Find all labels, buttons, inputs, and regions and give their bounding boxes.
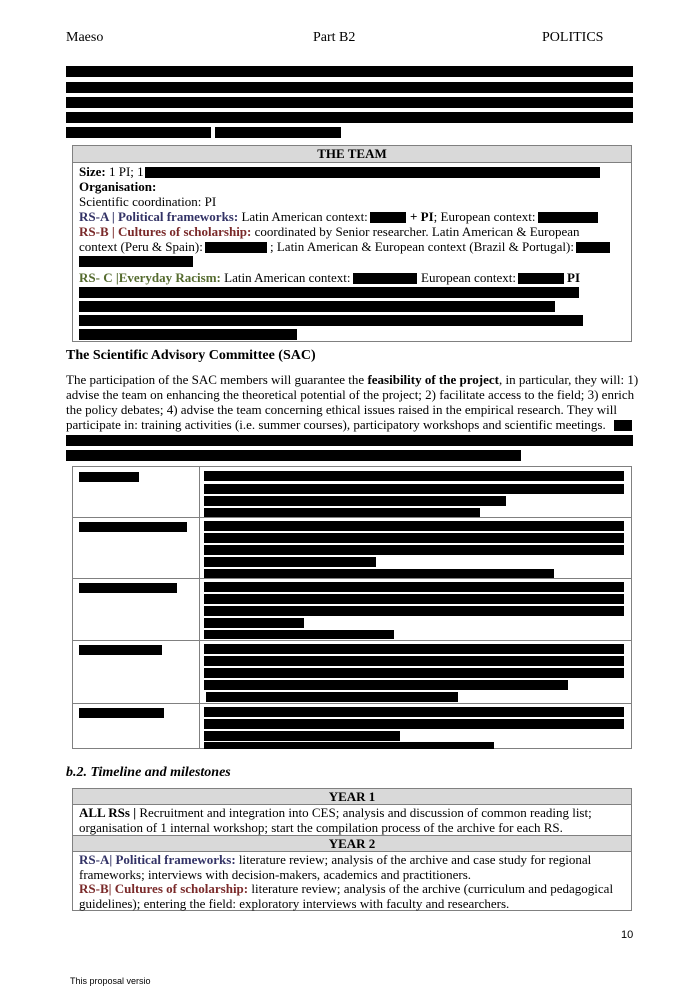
rsb-text1: coordinated by Senior researcher. Latin American & European bbox=[254, 224, 580, 239]
redaction-bar bbox=[204, 569, 554, 578]
rsa-pi: + PI bbox=[410, 209, 434, 224]
sac-line-2: advise the team on enhancing the theoretical potential of the project; 2) facilitate access to the field; 3) enrich bbox=[66, 387, 635, 402]
rsa-timeline-line-2: frameworks; interviews with decision-makers, academics and practitioners. bbox=[79, 867, 472, 882]
table-divider bbox=[73, 578, 631, 579]
redaction-bar bbox=[204, 471, 624, 481]
redaction-bar bbox=[79, 301, 555, 312]
rsb-label: RS-B | Cultures of scholarship: bbox=[79, 224, 252, 239]
page-number: 10 bbox=[621, 929, 634, 941]
redaction-bar bbox=[204, 707, 624, 717]
rsb-line2: context (Peru & Spain): bbox=[79, 239, 203, 254]
redaction-bar bbox=[79, 287, 579, 298]
redaction-bar bbox=[79, 256, 193, 267]
redaction-bar bbox=[66, 112, 633, 123]
rsa-timeline-label: RS-A| Political frameworks: bbox=[79, 852, 236, 867]
rsb-timeline-line-1 bbox=[79, 881, 625, 896]
rsc-label: RS- C |Everyday Racism: bbox=[79, 270, 221, 285]
rsb-timeline-entry bbox=[79, 881, 625, 911]
header-right: POLITICS bbox=[542, 30, 604, 45]
all-rss-line-2: organisation of 1 internal workshop; start the compilation process of the archive for each RS. bbox=[79, 820, 563, 835]
rsc-pi: PI bbox=[567, 270, 580, 285]
redaction-bar bbox=[204, 582, 624, 592]
redaction-bar bbox=[79, 315, 583, 326]
redaction-bar bbox=[204, 618, 304, 628]
redaction-bar bbox=[204, 484, 624, 494]
rsa-line bbox=[79, 209, 368, 224]
redaction-bar bbox=[614, 420, 632, 431]
team-box bbox=[72, 145, 632, 342]
sac-paragraph bbox=[66, 372, 639, 432]
redaction-bar bbox=[66, 66, 633, 77]
size-value: 1 PI; 1 bbox=[108, 164, 144, 179]
redaction-bar bbox=[353, 273, 417, 284]
table-divider bbox=[199, 467, 200, 748]
sac-line-3: the policy debates; 4) advise the team concerning ethical issues raised in the empirical research. They will bbox=[66, 402, 617, 417]
redaction-bar bbox=[205, 242, 267, 253]
redaction-bar bbox=[204, 731, 400, 741]
rsb-line3: ; Latin American & European context (Brazil & Portugal): bbox=[270, 239, 574, 254]
header-center: Part B2 bbox=[313, 30, 356, 45]
redaction-bar bbox=[204, 606, 624, 616]
rsa-timeline-text1: literature review; analysis of the archive and case study for regional bbox=[235, 852, 592, 867]
rsb-timeline-label: RS-B| Cultures of scholarship: bbox=[79, 881, 249, 896]
redaction-bar bbox=[66, 435, 633, 446]
rsa-text2: ; European context: bbox=[433, 209, 536, 224]
redaction-bar bbox=[79, 472, 139, 482]
year-1-header: YEAR 1 bbox=[73, 789, 631, 805]
redaction-bar bbox=[370, 212, 406, 223]
rsb-timeline-line-2: guidelines); entering the field: exploratory interviews with faculty and researchers. bbox=[79, 896, 510, 911]
rsa-timeline-entry bbox=[79, 852, 625, 882]
redaction-bar bbox=[206, 692, 458, 702]
redaction-bar bbox=[204, 594, 624, 604]
sac-line-4: participate in: training activities (i.e. summer courses), participatory workshops and scientific meetings. bbox=[66, 417, 606, 432]
timeline-table bbox=[72, 788, 632, 911]
redaction-bar bbox=[204, 630, 394, 639]
footer-note: This proposal versio bbox=[70, 976, 151, 986]
redaction-bar bbox=[204, 508, 480, 517]
redaction-bar bbox=[66, 450, 521, 461]
redaction-bar bbox=[538, 212, 598, 223]
all-rss-entry bbox=[79, 805, 625, 835]
rsb-line bbox=[79, 224, 580, 239]
redaction-bar bbox=[204, 545, 624, 555]
all-rss-label: ALL RSs | bbox=[79, 805, 137, 820]
organisation-label: Organisation: bbox=[79, 179, 157, 194]
redaction-bar bbox=[79, 522, 187, 532]
size-label: Size: bbox=[79, 164, 106, 179]
coordination-line: Scientific coordination: PI bbox=[79, 194, 217, 209]
redaction-bar bbox=[66, 82, 633, 93]
table-divider bbox=[73, 640, 631, 641]
redaction-bar bbox=[518, 273, 564, 284]
redaction-bar bbox=[576, 242, 610, 253]
team-size-line bbox=[79, 164, 144, 179]
redaction-bar bbox=[204, 496, 506, 506]
redaction-bar bbox=[66, 127, 211, 138]
all-rss-line-1 bbox=[79, 805, 625, 820]
sac-heading: The Scientific Advisory Committee (SAC) bbox=[66, 348, 316, 363]
rsa-label: RS-A | Political frameworks: bbox=[79, 209, 239, 224]
rsa-line-tail bbox=[410, 209, 535, 224]
redaction-bar bbox=[204, 521, 624, 531]
redaction-bar bbox=[204, 656, 624, 666]
redaction-bar bbox=[145, 167, 600, 178]
redaction-bar bbox=[79, 329, 297, 340]
rsc-line bbox=[79, 270, 350, 285]
rsb-timeline-text1: literature review; analysis of the archive (curriculum and pedagogical bbox=[248, 881, 614, 896]
table-divider bbox=[73, 517, 631, 518]
rsa-text1: Latin American context: bbox=[241, 209, 368, 224]
team-box-title: THE TEAM bbox=[73, 146, 631, 163]
sac-line-1-bold: feasibility of the project bbox=[367, 372, 499, 387]
table-divider bbox=[73, 703, 631, 704]
redaction-bar bbox=[204, 742, 494, 749]
redaction-bar bbox=[66, 97, 633, 108]
rsc-text1: Latin American context: bbox=[224, 270, 351, 285]
redaction-bar bbox=[204, 680, 568, 690]
redaction-bar bbox=[204, 668, 624, 678]
header-left: Maeso bbox=[66, 30, 104, 45]
redaction-bar bbox=[215, 127, 341, 138]
sac-line-1b: , in particular, they will: 1) bbox=[498, 372, 639, 387]
redaction-bar bbox=[204, 557, 376, 567]
redaction-bar bbox=[79, 583, 177, 593]
redaction-bar bbox=[204, 533, 624, 543]
redaction-bar bbox=[79, 645, 162, 655]
redaction-bar bbox=[204, 644, 624, 654]
sac-members-table bbox=[72, 466, 632, 749]
timeline-heading: b.2. Timeline and milestones bbox=[66, 765, 231, 780]
all-rss-text1: Recruitment and integration into CES; analysis and discussion of common reading list; bbox=[136, 805, 592, 820]
sac-line-1a: The participation of the SAC members will guarantee the bbox=[66, 372, 368, 387]
rsc-text2: European context: bbox=[421, 270, 516, 285]
sac-line-1 bbox=[66, 372, 639, 387]
rsa-timeline-line-1 bbox=[79, 852, 625, 867]
redaction-bar bbox=[79, 708, 164, 718]
year-2-header: YEAR 2 bbox=[73, 835, 631, 852]
redaction-bar bbox=[204, 719, 624, 729]
